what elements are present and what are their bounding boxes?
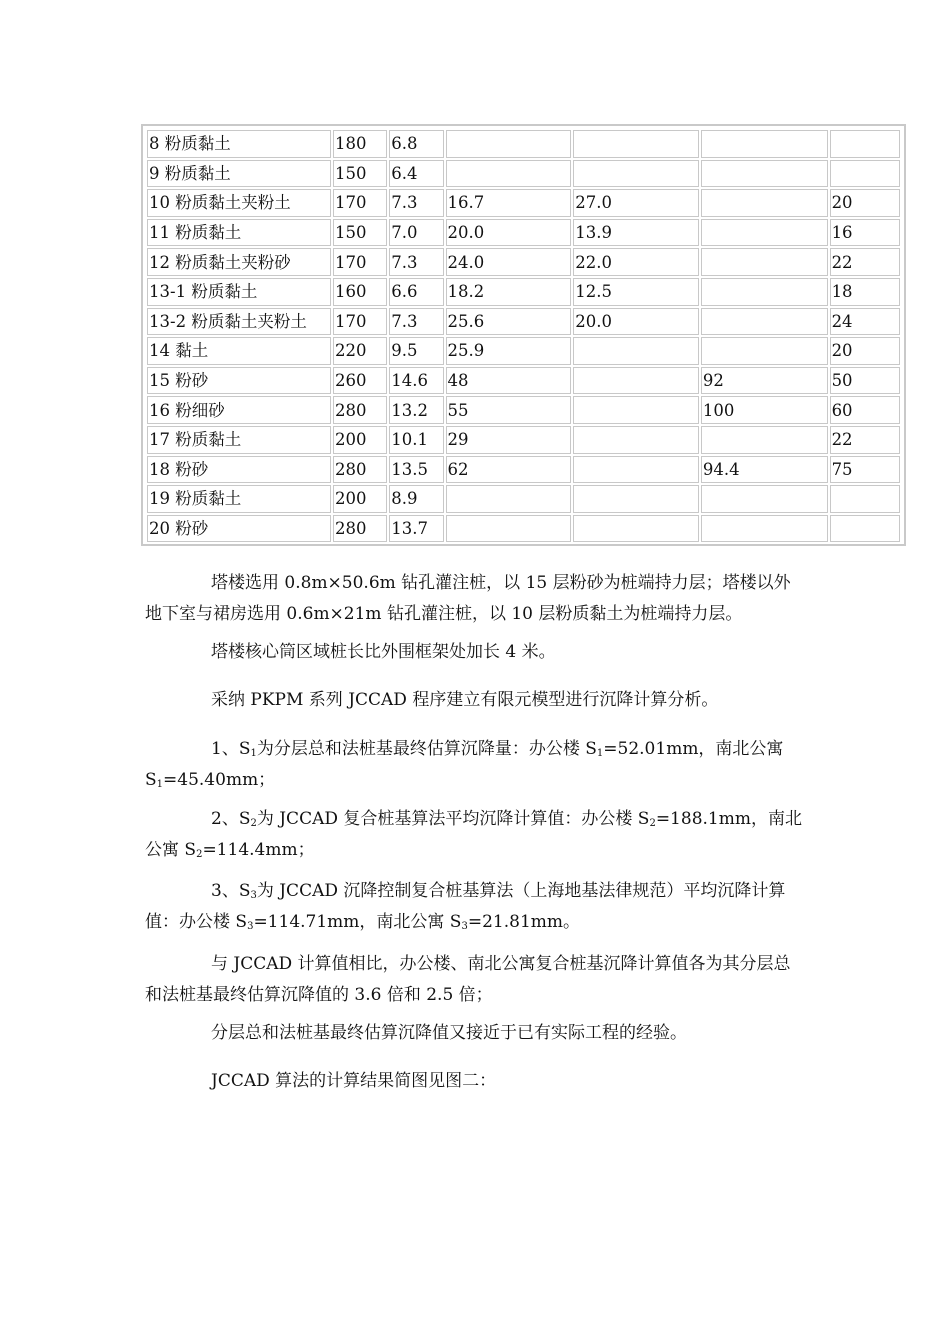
table-cell: 260 <box>333 367 387 395</box>
table-cell <box>701 130 828 158</box>
table-cell: 170 <box>333 248 387 276</box>
table-cell <box>701 485 828 513</box>
paragraph-pile-selection: 塔楼选用 0.8m×50.6m 钻孔灌注桩，以 15 层粉砂为桩端持力层；塔楼以外地下室与裙房选用 0.6m×21m 钻孔灌注桩，以 10 层粉质黏土为桩端持力层。 <box>145 573 791 624</box>
table-row <box>147 189 900 217</box>
table-cell: 280 <box>333 396 387 424</box>
table-cell: 220 <box>333 337 387 365</box>
s1-subscript: 1 <box>596 748 604 759</box>
table-cell: 13.2 <box>389 396 443 424</box>
paragraph-figure-ref: JCCAD 算法的计算结果简图见图二： <box>211 1071 497 1091</box>
table-cell <box>701 248 828 276</box>
table-cell <box>830 485 900 513</box>
table-cell <box>573 367 699 395</box>
s1-text-d: =45.40mm； <box>163 770 276 790</box>
soil-layer-name-cell: 9 粉质黏土 <box>147 160 331 188</box>
soil-layer-name-cell: 10 粉质黏土夹粉土 <box>147 189 331 217</box>
soil-layer-name-cell: 8 粉质黏土 <box>147 130 331 158</box>
paragraph-s3 <box>145 876 805 938</box>
table-cell: 150 <box>333 160 387 188</box>
table-row <box>147 248 900 276</box>
table-cell: 160 <box>333 278 387 306</box>
table-cell: 24 <box>830 308 900 336</box>
table-cell: 20.0 <box>573 308 699 336</box>
table-cell: 22.0 <box>573 248 699 276</box>
table-cell <box>701 219 828 247</box>
table-cell <box>573 337 699 365</box>
paragraph-pkpm-model: 采纳 PKPM 系列 JCCAD 程序建立有限元模型进行沉降计算分析。 <box>211 690 719 710</box>
table-cell: 280 <box>333 456 387 484</box>
table-cell: 60 <box>830 396 900 424</box>
table-cell: 13.7 <box>389 515 443 543</box>
s1-text-a: 1、S <box>211 739 251 759</box>
s1-text-c: =52.01mm，南北公寓 S <box>145 739 784 790</box>
s3-subscript: 3 <box>250 890 257 901</box>
table-cell <box>573 396 699 424</box>
soil-table-grid <box>145 128 902 544</box>
soil-layer-name-cell: 16 粉细砂 <box>147 396 331 424</box>
soil-layer-name-cell: 11 粉质黏土 <box>147 219 331 247</box>
s1-subscript: 1 <box>156 779 164 790</box>
table-cell: 75 <box>830 456 900 484</box>
table-cell: 20 <box>830 189 900 217</box>
table-cell: 280 <box>333 515 387 543</box>
paragraph-core-tube: 塔楼核心筒区域桩长比外围框架处加长 4 米。 <box>211 642 556 662</box>
table-row <box>147 308 900 336</box>
table-cell: 7.0 <box>389 219 443 247</box>
table-cell: 25.6 <box>446 308 572 336</box>
soil-layer-name-cell: 12 粉质黏土夹粉砂 <box>147 248 331 276</box>
table-cell: 200 <box>333 426 387 454</box>
table-cell: 50 <box>830 367 900 395</box>
s2-text-a: 2、S <box>211 809 251 829</box>
table-row <box>147 485 900 513</box>
table-cell: 100 <box>701 396 828 424</box>
soil-table-body <box>147 130 900 542</box>
table-cell <box>573 515 699 543</box>
table-cell <box>701 337 828 365</box>
table-cell <box>701 189 828 217</box>
table-cell: 29 <box>446 426 572 454</box>
paragraph-s2 <box>145 804 805 866</box>
table-row <box>147 367 900 395</box>
s3-text-d: =21.81mm。 <box>467 912 580 932</box>
table-cell: 13.9 <box>573 219 699 247</box>
table-cell: 200 <box>333 485 387 513</box>
table-cell: 92 <box>701 367 828 395</box>
table-cell <box>573 456 699 484</box>
table-cell: 9.5 <box>389 337 443 365</box>
soil-layer-name-cell: 19 粉质黏土 <box>147 485 331 513</box>
table-cell <box>701 515 828 543</box>
soil-layer-name-cell: 15 粉砂 <box>147 367 331 395</box>
s2-subscript: 2 <box>649 818 656 829</box>
s1-text-b: 为分层总和法桩基最终估算沉降量：办公楼 S <box>256 739 597 759</box>
s3-text-c: =114.71mm，南北公寓 S <box>253 912 462 932</box>
table-row <box>147 278 900 306</box>
soil-parameter-table <box>141 124 906 546</box>
table-cell: 7.3 <box>389 189 443 217</box>
table-row <box>147 219 900 247</box>
table-row <box>147 160 900 188</box>
table-cell: 170 <box>333 189 387 217</box>
table-cell: 16 <box>830 219 900 247</box>
table-cell: 20.0 <box>446 219 572 247</box>
table-row <box>147 426 900 454</box>
table-row <box>147 515 900 543</box>
table-cell: 12.5 <box>573 278 699 306</box>
table-cell: 7.3 <box>389 308 443 336</box>
paragraph-s1 <box>145 734 805 796</box>
table-cell: 18.2 <box>446 278 572 306</box>
table-cell: 6.8 <box>389 130 443 158</box>
soil-layer-name-cell: 14 黏土 <box>147 337 331 365</box>
table-cell <box>573 485 699 513</box>
table-cell <box>830 515 900 543</box>
s2-subscript: 2 <box>250 818 257 829</box>
table-cell: 8.9 <box>389 485 443 513</box>
table-cell <box>701 278 828 306</box>
table-cell: 20 <box>830 337 900 365</box>
table-cell: 13.5 <box>389 456 443 484</box>
table-cell <box>573 426 699 454</box>
soil-layer-name-cell: 18 粉砂 <box>147 456 331 484</box>
table-cell: 6.4 <box>389 160 443 188</box>
table-cell: 22 <box>830 248 900 276</box>
table-cell <box>446 130 572 158</box>
soil-layer-name-cell: 13-1 粉质黏土 <box>147 278 331 306</box>
table-cell <box>446 515 572 543</box>
s3-subscript: 3 <box>247 921 254 932</box>
table-cell <box>573 130 699 158</box>
table-cell <box>830 160 900 188</box>
table-cell <box>701 426 828 454</box>
table-cell <box>701 160 828 188</box>
soil-layer-name-cell: 17 粉质黏土 <box>147 426 331 454</box>
s2-text-d: =114.4mm； <box>202 840 315 860</box>
table-cell: 10.1 <box>389 426 443 454</box>
table-cell: 170 <box>333 308 387 336</box>
paragraph-experience: 分层总和法桩基最终估算沉降值又接近于已有实际工程的经验。 <box>211 1023 687 1043</box>
table-row <box>147 396 900 424</box>
table-row <box>147 456 900 484</box>
table-cell: 24.0 <box>446 248 572 276</box>
s1-subscript: 1 <box>250 748 257 759</box>
table-cell: 16.7 <box>446 189 572 217</box>
table-cell: 18 <box>830 278 900 306</box>
s2-subscript: 2 <box>196 849 203 860</box>
table-cell: 48 <box>446 367 572 395</box>
table-cell <box>830 130 900 158</box>
table-cell: 94.4 <box>701 456 828 484</box>
s3-text-a: 3、S <box>211 881 251 901</box>
table-cell: 25.9 <box>446 337 572 365</box>
table-row <box>147 337 900 365</box>
table-cell: 62 <box>446 456 572 484</box>
s2-text-c: =188.1mm，南北公寓 S <box>145 809 802 860</box>
table-cell: 150 <box>333 219 387 247</box>
table-cell: 6.6 <box>389 278 443 306</box>
paragraph-comparison: 与 JCCAD 计算值相比，办公楼、南北公寓复合桩基沉降计算值各为其分层总和法桩基最终估算沉降值的 3.6 倍和 2.5 倍； <box>145 954 791 1005</box>
table-row <box>147 130 900 158</box>
table-cell <box>446 485 572 513</box>
table-cell: 180 <box>333 130 387 158</box>
table-cell: 22 <box>830 426 900 454</box>
s2-text-b: 为 JCCAD 复合桩基算法平均沉降计算值：办公楼 S <box>256 809 650 829</box>
soil-layer-name-cell: 20 粉砂 <box>147 515 331 543</box>
s3-subscript: 3 <box>461 921 468 932</box>
table-cell: 14.6 <box>389 367 443 395</box>
soil-layer-name-cell: 13-2 粉质黏土夹粉土 <box>147 308 331 336</box>
s3-text-b: 为 JCCAD 沉降控制复合桩基算法（上海地基法律规范）平均沉降计算值：办公楼 S <box>145 881 786 932</box>
table-cell: 7.3 <box>389 248 443 276</box>
table-cell: 55 <box>446 396 572 424</box>
table-cell <box>701 308 828 336</box>
table-cell <box>573 160 699 188</box>
table-cell: 27.0 <box>573 189 699 217</box>
table-cell <box>446 160 572 188</box>
